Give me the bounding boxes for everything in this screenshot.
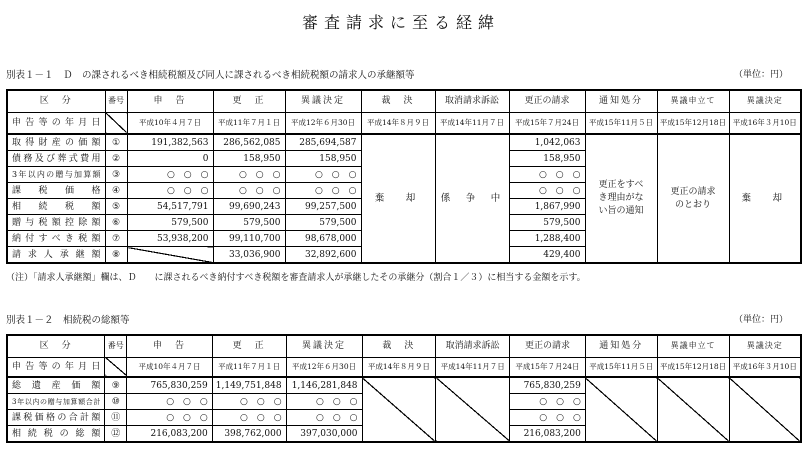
table-row <box>7 134 801 151</box>
cell-kosei-seikyu: 579,500 <box>509 215 585 231</box>
row-number: ④ <box>105 183 127 199</box>
row-number: ⑩ <box>105 394 127 410</box>
cell-shinkoku: 0 <box>127 151 213 167</box>
cell-shinkoku: ○ ○ ○ <box>127 410 213 426</box>
date-cell: 平成15年７月24日 <box>509 112 585 134</box>
cell-kosei-seikyu: 429,400 <box>509 247 585 264</box>
diagonal-cell <box>127 247 213 264</box>
cell-shinkoku: ○ ○ ○ <box>127 394 213 410</box>
cell-kosei-seikyu: 1,042,063 <box>509 134 585 151</box>
date-row-label: 申告等の年月日 <box>7 112 105 134</box>
page-title: 審査請求に至る経緯 <box>301 13 500 32</box>
date-cell: 平成10年４月７日 <box>127 112 213 134</box>
col-header-kosei: 更 正 <box>212 335 286 357</box>
row-number: ① <box>105 134 127 151</box>
col-header-igi-moushitate: 異議申立て <box>657 90 729 112</box>
cell-shinkoku: 54,517,791 <box>127 199 213 215</box>
cell-kosei: 99,110,700 <box>213 231 285 247</box>
cell-igi-kettei: ○ ○ ○ <box>285 167 361 183</box>
date-cell: 平成10年４月７日 <box>127 357 213 377</box>
cell-kosei: 1,149,751,848 <box>212 377 286 394</box>
row-label: 3年以内の贈与加算額合計 <box>7 394 105 410</box>
cell-igi-kettei: 98,678,000 <box>285 231 361 247</box>
table1-date-row <box>7 112 801 134</box>
col-header-igi-kettei: 異議決定 <box>285 90 361 112</box>
cell-shinkoku: 765,830,259 <box>127 377 213 394</box>
cell-igi-kettei: ○ ○ ○ <box>286 394 362 410</box>
cell-shinkoku: 579,500 <box>127 215 213 231</box>
table2-unit: （単位：円） <box>733 315 788 325</box>
diagonal-cell <box>362 377 436 442</box>
table-row <box>7 377 801 394</box>
row-number: ⑦ <box>105 231 127 247</box>
cell-kosei-seikyu: 1,288,400 <box>509 231 585 247</box>
cell-kosei: ○ ○ ○ <box>212 410 286 426</box>
cell-kosei-seikyu: ○ ○ ○ <box>510 410 586 426</box>
row-label: 3年以内の贈与加算額 <box>7 167 105 183</box>
row-label: 相続税の総額 <box>7 426 105 443</box>
cell-shinkoku: 216,083,200 <box>127 426 213 443</box>
date-cell: 平成15年11月５日 <box>585 112 657 134</box>
table2-header-row <box>7 335 801 357</box>
cell-igi-kettei: 579,500 <box>285 215 361 231</box>
date-cell: 平成12年６月30日 <box>285 112 361 134</box>
row-number: ⑥ <box>105 215 127 231</box>
diagonal-cell <box>657 377 729 442</box>
cell-kosei-seikyu: 216,083,200 <box>510 426 586 443</box>
row-number: ⑨ <box>105 377 127 394</box>
col-header-sosho: 取消請求訴訟 <box>435 90 509 112</box>
cell-kosei-seikyu: ○ ○ ○ <box>509 167 585 183</box>
col-header-tsuchi: 通知処分 <box>585 90 657 112</box>
col-header-tsuchi: 通知処分 <box>585 335 657 357</box>
table2 <box>6 334 802 443</box>
date-cell: 平成14年８月９日 <box>362 357 436 377</box>
cell-kosei: 99,690,243 <box>213 199 285 215</box>
cell-igi-kettei: 32,892,600 <box>285 247 361 264</box>
cell-igi-kettei: 285,694,587 <box>285 134 361 151</box>
date-cell: 平成11年７月１日 <box>213 112 285 134</box>
cell-shinkoku: ○ ○ ○ <box>127 167 213 183</box>
row-number: ⑫ <box>105 426 127 443</box>
cell-kosei: 286,562,085 <box>213 134 285 151</box>
row-label: 贈与税額控除額 <box>7 215 105 231</box>
cell-kosei-seikyu: 765,830,259 <box>510 377 586 394</box>
col-header-saiketsu: 裁 決 <box>362 335 436 357</box>
row-label: 課税価格の合計額 <box>7 410 105 426</box>
cell-igi-kettei: 158,950 <box>285 151 361 167</box>
table1-note: （注）「請求人承継額」欄は、Ｄ に課されるべき納付すべき税額を審査請求人が承継したその承継分（割合１／３）に相当する金額を示す。 <box>6 273 586 283</box>
col-header-igi-kettei: 異議決定 <box>286 335 362 357</box>
cell-kosei: ○ ○ ○ <box>212 394 286 410</box>
row-label: 取得財産の価額 <box>7 134 105 151</box>
cell-igi-kettei: 99,257,500 <box>285 199 361 215</box>
tsuchi-result: 更正をすべき理由がない旨の通知 <box>585 134 657 263</box>
row-label: 納付すべき税額 <box>7 231 105 247</box>
igi-moushitate-result: 更正の請求のとおり <box>657 134 729 263</box>
date-row-label: 申告等の年月日 <box>7 357 105 377</box>
cell-shinkoku: 53,938,200 <box>127 231 213 247</box>
cell-shinkoku: ○ ○ ○ <box>127 183 213 199</box>
row-number: ③ <box>105 167 127 183</box>
cell-kosei-seikyu: 158,950 <box>509 151 585 167</box>
diagonal-cell <box>436 377 510 442</box>
date-cell: 平成14年11月７日 <box>436 357 510 377</box>
date-cell: 平成11年７月１日 <box>212 357 286 377</box>
date-cell: 平成15年７月24日 <box>510 357 586 377</box>
sosho-status: 係 争 中 <box>435 134 509 263</box>
diagonal-cell <box>105 357 127 377</box>
row-label: 総遺産価額 <box>7 377 105 394</box>
row-label: 相続税額 <box>7 199 105 215</box>
table1-caption: 別表１－１ Ｄ の課されるべき相続税額及び同人に課されるべき相続税額の請求人の承継額等 <box>6 70 415 81</box>
date-cell: 平成14年８月９日 <box>361 112 435 134</box>
table1 <box>6 89 802 264</box>
col-header-shinkoku: 申 告 <box>127 90 213 112</box>
cell-igi-kettei: 1,146,281,848 <box>286 377 362 394</box>
date-cell: 平成14年11月７日 <box>435 112 509 134</box>
diagonal-cell <box>729 377 801 442</box>
table2-caption: 別表１－２ 相続税の総額等 <box>6 315 130 326</box>
diagonal-cell <box>105 112 127 134</box>
col-header-kosei: 更 正 <box>213 90 285 112</box>
cell-kosei-seikyu: 1,867,990 <box>509 199 585 215</box>
cell-kosei: 579,500 <box>213 215 285 231</box>
cell-igi-kettei: ○ ○ ○ <box>285 183 361 199</box>
igi-kettei-result: 棄 却 <box>729 134 801 263</box>
col-header-igi-kettei-2: 異議決定 <box>729 90 801 112</box>
date-cell: 平成16年３月10日 <box>729 357 801 377</box>
cell-kosei-seikyu: ○ ○ ○ <box>510 394 586 410</box>
col-header-kosei-seikyu: 更正の請求 <box>510 335 586 357</box>
diagonal-cell <box>585 377 657 442</box>
date-cell: 平成15年12月18日 <box>657 357 729 377</box>
row-number: ⑪ <box>105 410 127 426</box>
table1-header-row <box>7 90 801 112</box>
date-cell: 平成16年３月10日 <box>729 112 801 134</box>
col-header-number: 番号 <box>105 335 127 357</box>
col-header-sosho: 取消請求訴訟 <box>436 335 510 357</box>
table2-date-row <box>7 357 801 377</box>
col-header-kubun: 区 分 <box>7 335 105 357</box>
cell-kosei: ○ ○ ○ <box>213 167 285 183</box>
cell-igi-kettei: 397,030,000 <box>286 426 362 443</box>
col-header-igi-moushitate: 異議申立て <box>657 335 729 357</box>
row-label: 請求人承継額 <box>7 247 105 264</box>
table1-unit: （単位：円） <box>733 70 788 80</box>
row-number: ② <box>105 151 127 167</box>
date-cell: 平成12年６月30日 <box>286 357 362 377</box>
saiketsu-result: 棄 却 <box>361 134 435 263</box>
col-header-saiketsu: 裁 決 <box>361 90 435 112</box>
row-label: 課税価格 <box>7 183 105 199</box>
cell-kosei: 158,950 <box>213 151 285 167</box>
row-number: ⑧ <box>105 247 127 264</box>
cell-kosei-seikyu: ○ ○ ○ <box>509 183 585 199</box>
row-label: 債務及び葬式費用 <box>7 151 105 167</box>
row-number: ⑤ <box>105 199 127 215</box>
col-header-number: 番号 <box>105 90 127 112</box>
date-cell: 平成15年12月18日 <box>657 112 729 134</box>
col-header-kosei-seikyu: 更正の請求 <box>509 90 585 112</box>
cell-igi-kettei: ○ ○ ○ <box>286 410 362 426</box>
col-header-shinkoku: 申 告 <box>127 335 213 357</box>
col-header-igi-kettei-2: 異議決定 <box>729 335 801 357</box>
cell-shinkoku: 191,382,563 <box>127 134 213 151</box>
date-cell: 平成15年11月５日 <box>585 357 657 377</box>
cell-kosei: 33,036,900 <box>213 247 285 264</box>
col-header-kubun: 区 分 <box>7 90 105 112</box>
cell-kosei: ○ ○ ○ <box>213 183 285 199</box>
cell-kosei: 398,762,000 <box>212 426 286 443</box>
